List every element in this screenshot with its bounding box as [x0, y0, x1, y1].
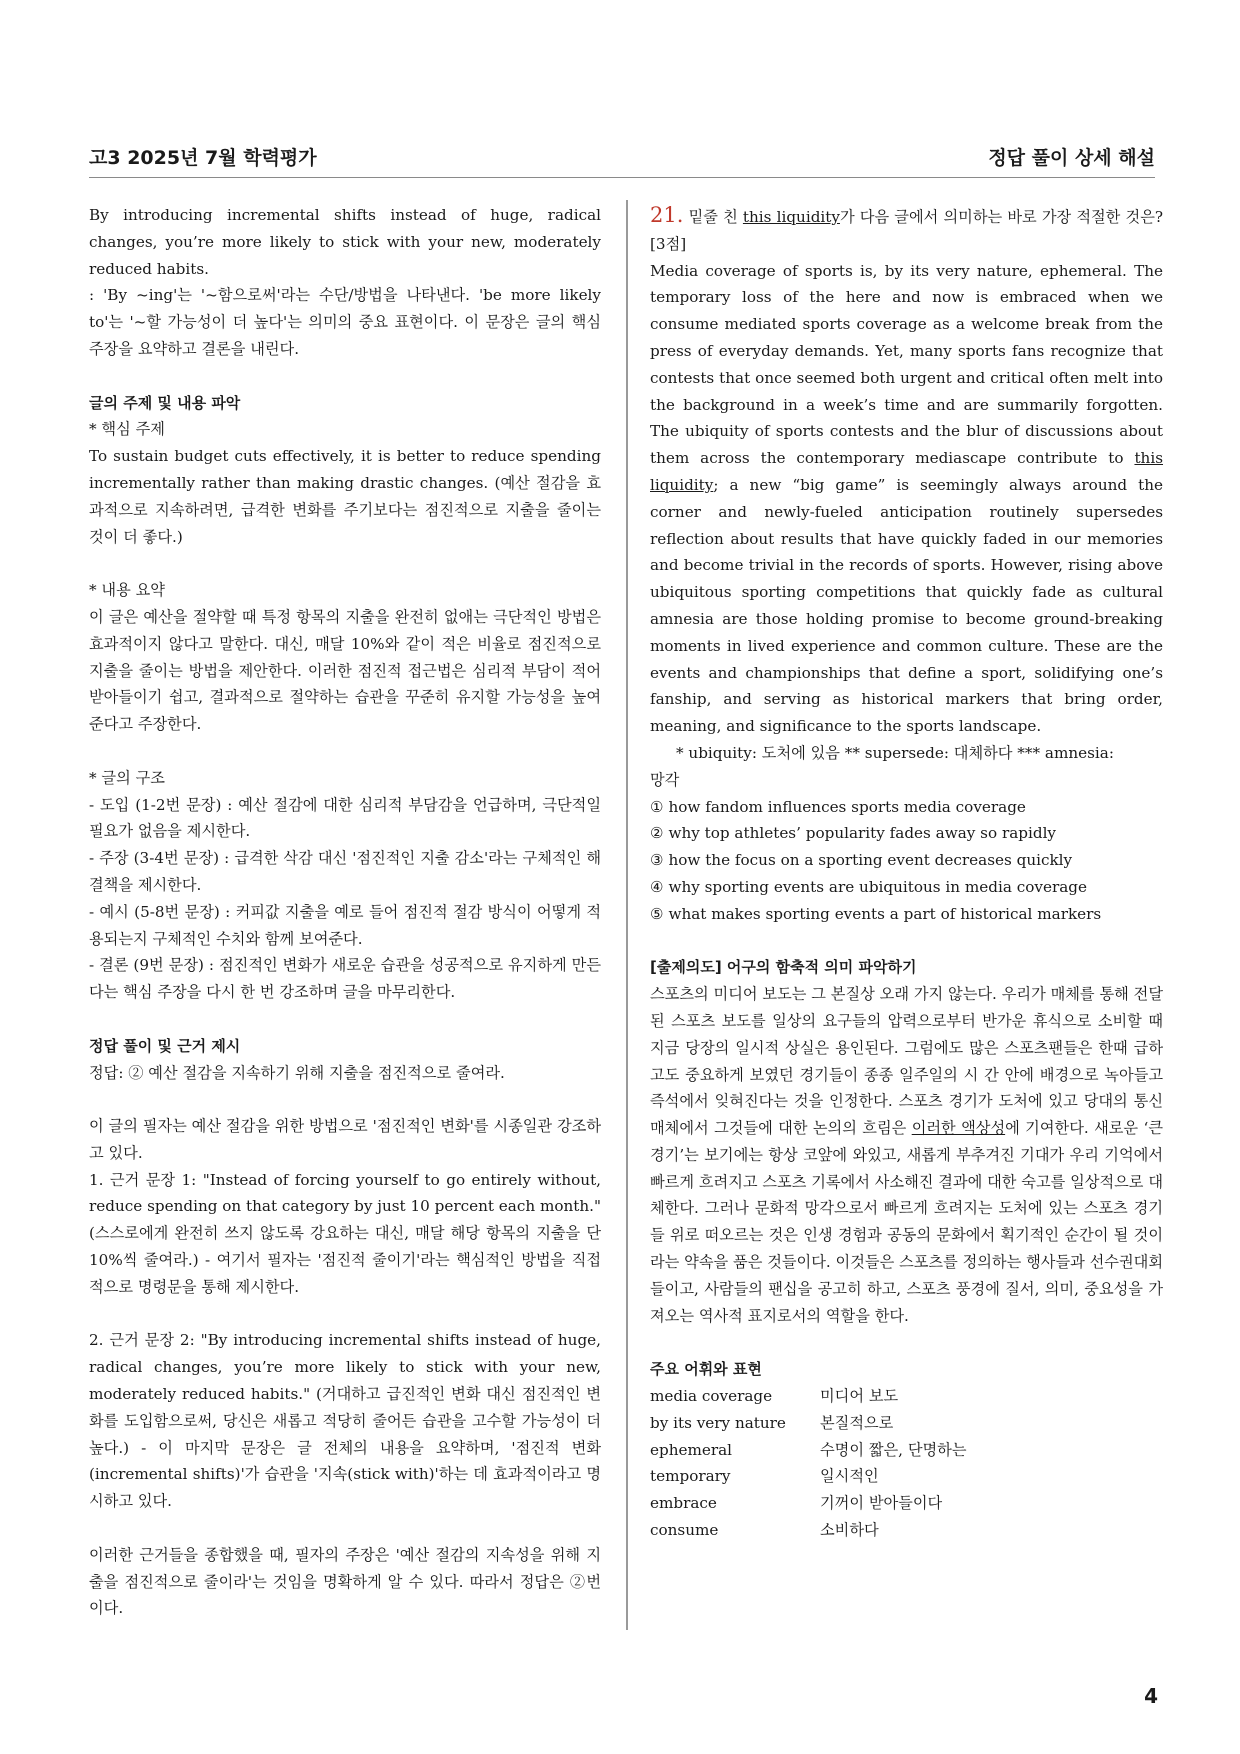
vocab-term: temporary [650, 1467, 731, 1486]
left-column [89, 202, 601, 1622]
vocab-meaning: 일시적인 [820, 1467, 879, 1486]
evidence-1: 1. 근거 문장 1: "Instead of forcing yourself to go entirely without, reduce spending on that category by just 10 percent each month." (스스로에게 완전히 쓰지 않도록 강요하는 대신, 매달 해당 항목의 지출을 단 10%씩 줄여라.) - 여기서 필자는 '점진적 줄이기'라는 핵심적인 방법을 직접적으로 명령문을 통해 제시한다. [89, 1170, 601, 1296]
structure-item: - 주장 (3-4번 문장) : 급격한 삭감 대신 '점진적인 지출 감소'라는 구체적인 해결책을 제시한다. [89, 849, 601, 894]
topic-heading: 글의 주제 및 내용 파악 [89, 393, 241, 412]
passage: Media coverage of sports is, by its very nature, ephemeral. The temporary loss of the here and now is embraced when we consume mediated sports coverage as a welcome break from the press of everyday demands. Yet, many sports fans recognize that contests that once seemed both urgent and critical often melt into the background in a week’s time and are summarily forgotten. The ubiquity of sports contests and the blur of discussions about them across the contemporary mediascape contribute to this liquidity; a new “big game” is seemingly always around the corner and newly-fueled anticipation routinely supersedes reflection about results that have quickly faded in our memories and become trivial in the records of sports. However, rising above ubiquitous sporting competitions that quickly fade as cultural amnesia are those holding promise to become ground-breaking moments in lived experience and common culture. These are the events and championships that define a sport, solidifying one’s fanship, and serving as historical markers that bring order, meaning, and significance to the sports landscape. [650, 261, 1163, 736]
choice-2: ② why top athletes’ popularity fades away so rapidly [650, 824, 1057, 843]
summary-label: * 내용 요약 [89, 581, 165, 600]
right-column [650, 202, 1163, 1544]
answer-heading: 정답 풀이 및 근거 제시 [89, 1036, 241, 1055]
structure-item: - 결론 (9번 문장) : 점진적인 변화가 새로운 습관을 성공적으로 유지하게 만든다는 핵심 주장을 다시 한 번 강조하며 글을 마무리한다. [89, 956, 601, 1002]
question-number: 21. [650, 203, 684, 227]
passage-underlined-phrase: this liquidity [650, 449, 1163, 494]
vocab-list [650, 1383, 1163, 1544]
intent-heading: [출제의도] 어구의 함축적 의미 파악하기 [650, 958, 917, 977]
footnote-continued: 망각 [650, 770, 680, 789]
page-number: 4 [1144, 1684, 1158, 1708]
vocab-meaning: 수명이 짧은, 단명하는 [820, 1440, 967, 1459]
structure-label: * 글의 구조 [89, 768, 165, 787]
translation: 스포츠의 미디어 보도는 그 본질상 오래 가지 않는다. 우리가 매체를 통해 전달된 스포츠 보도를 일상의 요구들의 압력으로부터 반가운 휴식으로 소비할 때 지금 당장의 일시적 상실은 용인된다. 그럼에도 많은 스포츠팬들은 한때 급하고도 중요하게 보였던 경기들이 종종 일주일의 시 간 안에 배경으로 녹아들고 즉석에서 잊혀진다는 것을 인정한다. 스포츠 경기가 도처에 있고 당대의 통신매체에서 그것들에 대한 논의의 흐림은 이러한 액상성에 기여한다. 새로운 ‘큰 경기’는 보기에는 항상 코앞에 와있고, 새롭게 부추겨진 기대가 우리 기억에서 빠르게 흐려지고 스포츠 기록에서 사소해진 결과에 대한 숙고를 일상적으로 대체한다. 그러나 문화적 망각으로서 빠르게 흐려지는 도처에 있는 스포츠 경기들 위로 떠오르는 것은 인생 경험과 공동의 문화에서 획기적인 순간이 될 것이라는 약속을 품은 것들이다. 이것들은 스포츠를 정의하는 행사들과 선수권대회들이고, 사람들의 팬십을 공고히 하고, 스포츠 풍경에 질서, 의미, 중요성을 가져오는 역사적 표지로서의 역할을 한다. [650, 985, 1163, 1325]
answer-line: 정답: ② 예산 절감을 지속하기 위해 지출을 점진적으로 줄여라. [89, 1063, 505, 1082]
evidence-2: 2. 근거 문장 2: "By introducing incremental shifts instead of huge, radical changes, you’re more likely to stick with your new, moderately reduced habits." (거대하고 급진적인 변화 대신 점진적인 변화를 도입함으로써, 당신은 새롭고 적당히 줄어든 습관을 고수할 가능성이 더 높다.) - 이 마지막 문장은 글 전체의 내용을 요약하며, '점진적 변화(incremental shifts)'가 습관을 '지속(stick with)'하는 데 효과적이라고 명시하고 있다. [89, 1331, 601, 1511]
core-topic-text: To sustain budget cuts effectively, it is better to reduce spending incrementally rather than making drastic changes. (예산 절감을 효과적으로 지속하려면, 급격한 변화를 주기보다는 점진적으로 지출을 줄이는 것이 더 좋다.) [89, 447, 601, 546]
choice-5: ⑤ what makes sporting events a part of historical markers [650, 904, 1102, 923]
vocab-term: by its very nature [650, 1413, 786, 1432]
question-underlined-phrase: this liquidity [742, 208, 840, 226]
exam-title: 고3 2025년 7월 학력평가 [89, 147, 317, 169]
column-divider [626, 200, 628, 1630]
footnote: * ubiquity: 도처에 있음 ** supersede: 대체하다 *** amnesia: [676, 743, 1114, 762]
section-title: 정답 풀이 상세 해설 [988, 147, 1155, 169]
choice-3: ③ how the focus on a sporting event decreases quickly [650, 851, 1073, 870]
vocab-term: ephemeral [650, 1440, 733, 1459]
choice-1: ① how fandom influences sports media coverage [650, 797, 1026, 816]
summary-text: 이 글은 예산을 절약할 때 특정 항목의 지출을 완전히 없애는 극단적인 방법은 효과적이지 않다고 말한다. 대신, 매달 10%와 같이 적은 비율로 점진적으로 지출을 줄이는 방법을 제안한다. 이러한 점진적 접근법은 심리적 부담이 적어 받아들이기 쉽고, 결과적으로 절약하는 습관을 꾸준히 유지할 가능성을 높여준다고 주장한다. [89, 607, 601, 734]
core-topic-label: * 핵심 주제 [89, 420, 165, 439]
structure-item: - 도입 (1-2번 문장) : 예산 절감에 대한 심리적 부담감을 언급하며, 극단적일 필요가 없음을 제시한다. [89, 795, 601, 841]
page-header [89, 143, 1155, 178]
question-stem: 21. 밑줄 친 this liquidity가 다음 글에서 의미하는 바로 가장 적절한 것은? [3점] [650, 203, 1164, 253]
vocab-meaning: 소비하다 [820, 1521, 879, 1540]
translation-underlined-phrase: 이러한 액상성 [911, 1119, 1006, 1138]
vocab-term: consume [650, 1521, 719, 1540]
structure-item: - 예시 (5-8번 문장) : 커피값 지출을 예로 들어 점진적 절감 방식이 어떻게 적용되는지 구체적인 수치와 함께 보여준다. [89, 902, 601, 948]
conclusion: 이러한 근거들을 종합했을 때, 필자의 주장은 '예산 절감의 지속성을 위해 지출을 점진적으로 줄이라'는 것임을 명확하게 알 수 있다. 따라서 정답은 ②번이다. [89, 1545, 601, 1618]
intro-sentence: By introducing incremental shifts instead of huge, radical changes, you’re more likely to stick with your new, moderately reduced habits. [89, 206, 601, 278]
vocab-term: embrace [650, 1494, 717, 1513]
vocab-heading: 주요 어휘와 표현 [650, 1360, 762, 1379]
vocab-meaning: 기꺼이 받아들이다 [820, 1494, 943, 1513]
vocab-term: media coverage [650, 1387, 773, 1406]
answer-intro: 이 글의 필자는 예산 절감을 위한 방법으로 '점진적인 변화'를 시종일관 강조하고 있다. [89, 1117, 601, 1162]
intro-note: : 'By ~ing'는 '~함으로써'라는 수단/방법을 나타낸다. 'be more likely to'는 '~할 가능성이 더 높다'는 의미의 중요 표현이다. 이 문장은 글의 핵심 주장을 요약하고 결론을 내린다. [89, 286, 601, 358]
choice-4: ④ why sporting events are ubiquitous in media coverage [650, 877, 1087, 896]
vocab-meaning: 본질적으로 [820, 1413, 894, 1432]
vocab-meaning: 미디어 보도 [820, 1387, 899, 1406]
